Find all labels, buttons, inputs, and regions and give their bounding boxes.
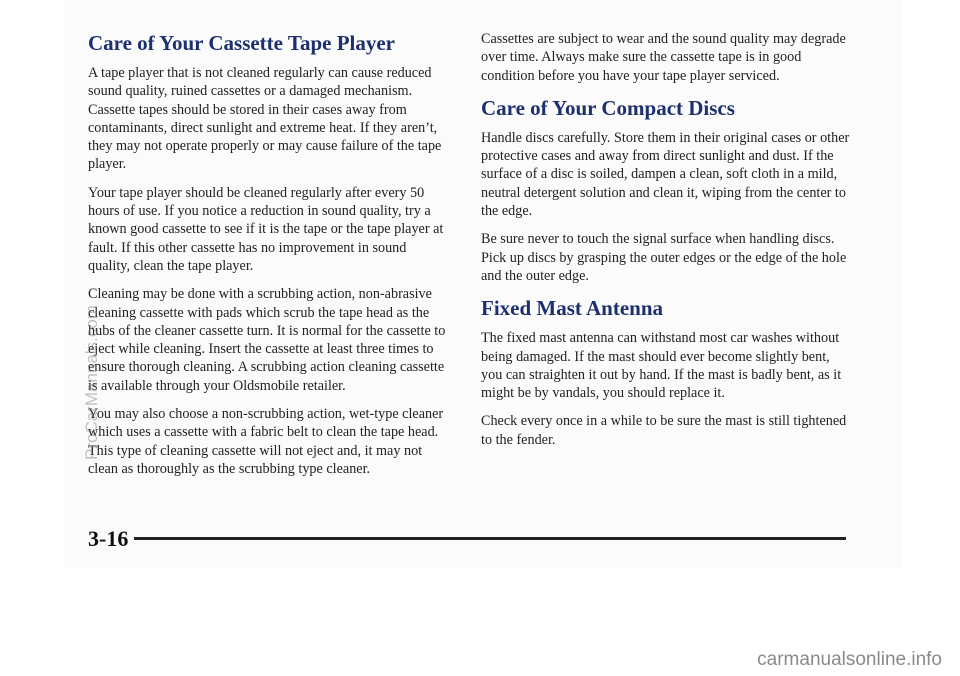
page-number: 3-16: [88, 526, 129, 551]
section-heading-cassette: Care of Your Cassette Tape Player: [88, 31, 395, 55]
footer-rule: [134, 537, 846, 540]
left-column: [88, 30, 446, 488]
side-watermark-text: ProCarManuals.com: [82, 305, 101, 460]
paragraph: Cleaning may be done with a scrubbing action, non-abrasive cleaning cassette with pads which scrub the tape head as the hubs of the cleaner cassette turn. It is normal for the cassette to eject while cleaning. Insert the cassette at least three times to ensure thorough cleaning. A scrubbing action cleaning cassette is available through your Oldsmobile retailer.: [88, 286, 446, 394]
section-heading-compact-discs: Care of Your Compact Discs: [481, 95, 735, 120]
paragraph: Check every once in a while to be sure the mast is still tightened to the fender.: [481, 413, 847, 448]
bottom-watermark: carmanualsonline.info: [757, 649, 942, 670]
paragraph: You may also choose a non-scrubbing action, wet-type cleaner which uses a cassette with a fabric belt to clean the tape head. This type of cleaning cassette will not eject and, it may not clean as thoroughly as the scrubbing type cleaner.: [88, 406, 444, 477]
paragraph: Handle discs carefully. Store them in their original cases or other protective cases and away from direct sunlight and dust. If the surface of a disc is soiled, dampen a clean, soft cloth in a mild, neutral detergent solution and clean it, wiping from the center to the edge.: [481, 129, 850, 220]
paragraph: Cassettes are subject to wear and the sound quality may degrade over time. Always make sure the cassette tape is in good condition before you have your tape player serviced.: [481, 31, 846, 84]
paragraph: Be sure never to touch the signal surface when handling discs. Pick up discs by grasping the outer edges or the edge of the hole and the outer edge.: [481, 231, 847, 284]
right-column: [481, 30, 853, 459]
side-watermark: [82, 200, 104, 460]
section-heading-antenna: Fixed Mast Antenna: [481, 296, 664, 321]
paragraph: Your tape player should be cleaned regularly after every 50 hours of use. If you notice a reduction in sound quality, try a known good cassette to see if it is the tape or the tape player at fault. If this other cassette has no improvement in sound quality, clean the tape player.: [88, 184, 444, 274]
paragraph: A tape player that is not cleaned regularly can cause reduced sound quality, ruined cassettes or a damaged mechanism. Cassette tapes should be stored in their cases away from contaminants, direct sunlight and extreme heat. If they aren’t, they may not operate properly or may cause failure of the tape player.: [88, 65, 442, 173]
paragraph: The fixed mast antenna can withstand most car washes without being damaged. If the mast should ever become slightly bent, you can straighten it out by hand. If the mast is badly bent, as it might be by vandals, you should replace it.: [481, 330, 842, 402]
